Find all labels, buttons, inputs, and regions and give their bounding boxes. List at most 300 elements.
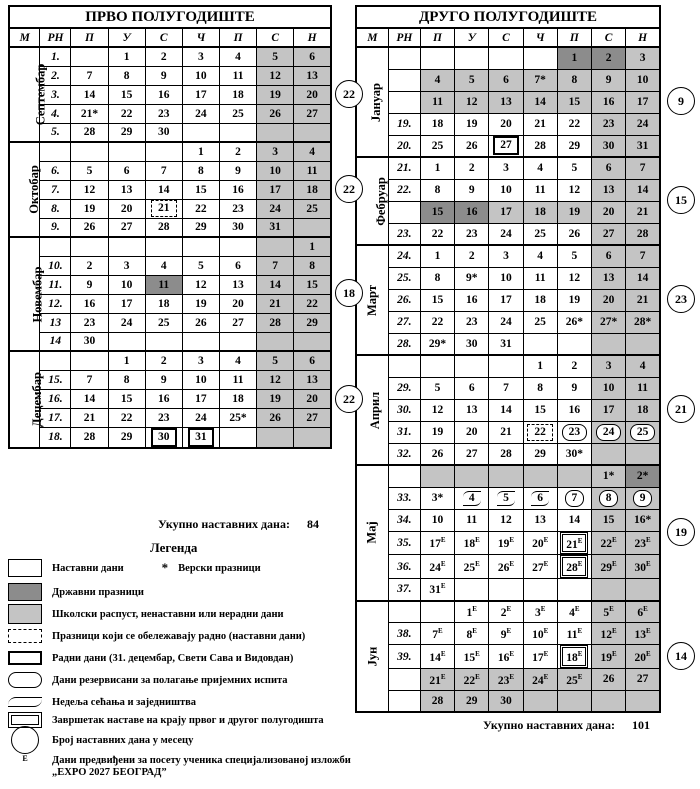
day-cell (145, 275, 182, 294)
day-number: 15 (120, 392, 133, 405)
day-cell (626, 443, 660, 465)
wave-symbol (8, 697, 42, 707)
day-number: 22 (120, 107, 133, 120)
day-cell (182, 313, 219, 332)
day-cell (523, 69, 557, 91)
day-cell (294, 256, 331, 275)
day-number: 17 (636, 96, 649, 108)
day-number: 27 (602, 227, 615, 240)
week-number (388, 668, 420, 690)
day-cell (71, 142, 108, 161)
day-cell (455, 113, 489, 135)
expo-marker: E (543, 626, 549, 635)
week-row (9, 427, 331, 448)
expo-marker: E (612, 626, 617, 635)
day-cell (420, 223, 454, 245)
legend-item (8, 606, 388, 622)
day-cell (257, 85, 294, 104)
day-cell (182, 47, 219, 66)
day-number: 21 (636, 206, 649, 218)
day-cell (489, 443, 523, 465)
day-number: 5 (603, 606, 610, 619)
day-number: 22 (463, 674, 476, 687)
day-cell (294, 47, 331, 66)
day-cell (523, 47, 557, 69)
expo-marker: E (440, 559, 446, 568)
day-cell (145, 427, 182, 448)
week-row (356, 179, 660, 201)
day-cell (182, 161, 219, 180)
month-label: Јануар (369, 82, 383, 122)
day-number: 16 (465, 206, 478, 218)
day-number: 28 (83, 126, 96, 139)
day-number: 13 (306, 69, 318, 82)
week-number: 20. (388, 135, 420, 157)
day-cell (592, 555, 626, 579)
day-cell (108, 199, 145, 218)
week-row (356, 421, 660, 443)
day-cell (108, 332, 145, 351)
day-number: 22 (600, 537, 613, 550)
expo-marker: E (509, 536, 515, 544)
day-number: 21 (636, 294, 649, 306)
day-number: 19 (568, 206, 581, 218)
day-number: 8 (571, 74, 578, 86)
day-count-circle: 22 (335, 175, 363, 203)
day-cell (71, 351, 108, 370)
day-cell (145, 104, 182, 123)
day-cell (489, 47, 523, 69)
day-cell (523, 91, 557, 113)
day-cell (455, 223, 489, 245)
day-cell (219, 180, 256, 199)
day-cell (626, 47, 660, 69)
expo-marker: E (440, 649, 446, 658)
week-row (356, 69, 660, 91)
month-name (9, 47, 48, 142)
week-number: 9. (40, 218, 71, 237)
week-number: 16. (40, 389, 71, 408)
day-number: 9 (500, 628, 507, 641)
day-cell (455, 399, 489, 421)
day-cell (420, 487, 454, 509)
week-number: 33. (388, 487, 420, 509)
day-cell (455, 135, 489, 157)
day-cell (455, 377, 489, 399)
day-header: Ч (182, 28, 219, 47)
day-number: 28 (500, 447, 512, 460)
day-number: 23 (232, 202, 244, 215)
week-number: 19. (388, 113, 420, 135)
day-cell (626, 531, 660, 555)
day-cell (489, 135, 523, 157)
legend-label: Верски празници (178, 562, 261, 574)
day-number: 18 (534, 294, 546, 306)
week-row (9, 161, 331, 180)
expo-marker: E (612, 559, 617, 568)
day-number: 18 (232, 88, 244, 101)
day-cell (523, 157, 557, 179)
day-number: 20 (602, 206, 615, 218)
day-cell (182, 104, 219, 123)
day-cell (557, 465, 591, 487)
day-number: 16 (602, 96, 615, 108)
week-number: 14 (40, 332, 71, 351)
day-cell (219, 294, 256, 313)
week-row (356, 377, 660, 399)
day-header: У (108, 28, 145, 47)
day-cell (145, 256, 182, 275)
day-number: 13 (534, 514, 546, 526)
day-cell (182, 408, 219, 427)
week-row (356, 311, 660, 333)
day-number: 10 (532, 628, 544, 641)
day-number: 20 (465, 426, 478, 438)
day-number: 9 (605, 74, 612, 86)
day-cell (219, 275, 256, 294)
day-header: М (356, 28, 388, 47)
day-cell (294, 66, 331, 85)
day-number: 17 (500, 206, 512, 218)
day-number: 21 (158, 202, 170, 214)
total-label: Укупно наставних дана: (483, 718, 615, 732)
day-number: 10 (195, 373, 207, 386)
week-row (9, 313, 331, 332)
day-cell (257, 237, 294, 256)
day-number: 3 (503, 162, 509, 175)
expo-marker: E (475, 649, 480, 658)
day-number: 2 (605, 52, 612, 65)
day-number: 18 (431, 118, 444, 130)
week-number (388, 201, 420, 223)
day-cell (108, 294, 145, 313)
day-cell (257, 142, 294, 161)
day-count-circle: 22 (335, 80, 363, 108)
expo-marker: E (543, 536, 549, 544)
day-cell (557, 487, 591, 509)
day-number: 20 (634, 651, 647, 664)
day-number: 26 (431, 447, 444, 460)
week-number: 2. (40, 66, 71, 85)
day-cell (182, 427, 219, 448)
day-number: 23 (158, 411, 170, 424)
day-number: 6 (637, 606, 644, 619)
week-row (356, 487, 660, 509)
day-cell (592, 645, 626, 669)
day-number: 20 (306, 392, 318, 405)
day-cell (145, 408, 182, 427)
legend-item (8, 650, 388, 666)
day-cell (182, 237, 219, 256)
week-number: 24. (388, 245, 420, 267)
day-header: С (592, 28, 626, 47)
day-number: 28 (158, 221, 170, 234)
legend-label: Школски распуст, ненаставни или нерадни дани (52, 608, 284, 620)
day-cell (489, 245, 523, 267)
expo-marker: E (506, 626, 512, 635)
day-cell (592, 135, 626, 157)
day-cell (626, 579, 660, 601)
day-number: 12 (465, 96, 478, 108)
day-cell (592, 399, 626, 421)
day-number: 30 (465, 337, 478, 350)
day-cell (108, 408, 145, 427)
expo-marker: E (509, 672, 515, 681)
day-cell (592, 443, 626, 465)
day-number: 13 (602, 184, 615, 196)
month-label: Септембар (33, 63, 48, 126)
day-number: 14 (429, 651, 441, 664)
religious-holiday-symbol: * (161, 560, 169, 575)
week-number: 11. (40, 275, 71, 294)
week-row (9, 47, 331, 66)
day-number: 6 (468, 382, 475, 394)
day-number: 1* (602, 470, 615, 483)
day-number: 20 (120, 202, 133, 215)
day-number: 7 (639, 250, 646, 263)
expo-marker: E (540, 604, 546, 613)
day-number: 1 (537, 360, 544, 373)
day-cell (626, 623, 660, 645)
day-cell (420, 245, 454, 267)
day-cell (455, 531, 489, 555)
week-number: 28. (388, 333, 420, 355)
day-number: 29 (600, 561, 613, 574)
day-number: 13 (602, 272, 615, 284)
day-cell (557, 289, 591, 311)
day-number: 27 (636, 673, 649, 686)
week-row (9, 218, 331, 237)
day-number: 16 (83, 297, 96, 310)
day-cell (108, 313, 145, 332)
day-number: 1 (123, 50, 130, 63)
day-cell (294, 142, 331, 161)
day-number: 23 (602, 118, 615, 130)
day-marker (596, 424, 622, 441)
day-cell (420, 623, 454, 645)
day-cell (592, 201, 626, 223)
day-cell (145, 351, 182, 370)
day-cell (145, 294, 182, 313)
day-number: 11 (466, 514, 478, 526)
day-number: 2 (160, 354, 167, 367)
day-number: 25 (534, 316, 546, 328)
day-number: 14 (568, 514, 581, 526)
week-number: 25. (388, 267, 420, 289)
day-cell (71, 85, 108, 104)
day-number: 17 (195, 392, 207, 405)
day-cell (455, 443, 489, 465)
day-number: 16 (497, 651, 510, 664)
day-count-circle: 15 (667, 186, 695, 214)
day-cell (257, 389, 294, 408)
day-cell (455, 69, 489, 91)
day-number: 30 (602, 139, 615, 152)
day-cell (294, 275, 331, 294)
day-cell (71, 275, 108, 294)
day-number: 29 (120, 431, 133, 443)
day-cell (557, 399, 591, 421)
day-cell (420, 531, 454, 555)
day-number: 24 (500, 227, 512, 240)
expo-marker: E (475, 672, 480, 681)
day-cell (557, 421, 591, 443)
day-number: 31 (636, 139, 649, 152)
week-row (356, 690, 660, 712)
day-cell (557, 113, 591, 135)
week-number: 23. (388, 223, 420, 245)
week-number (40, 237, 71, 256)
day-cell (523, 113, 557, 135)
expo-marker: E (440, 672, 446, 681)
day-number: 7 (160, 164, 167, 177)
expo-marker: E (475, 559, 480, 568)
day-number: 11 (534, 184, 546, 196)
day-number: 5 (571, 250, 578, 263)
day-number: 16 (158, 88, 170, 101)
day-cell (523, 355, 557, 377)
day-cell (455, 47, 489, 69)
second-semester-title: ДРУГО ПОЛУГОДИШТЕ (355, 5, 661, 29)
day-number: 21* (80, 107, 99, 120)
day-cell (145, 199, 182, 218)
second-semester-calendar (355, 27, 661, 713)
day-number: 14 (83, 88, 96, 101)
day-number: 14 (500, 404, 512, 416)
legend-item (8, 628, 388, 644)
day-cell (557, 69, 591, 91)
day-cell (219, 313, 256, 332)
first-semester-total (158, 517, 319, 532)
day-number: 1 (466, 606, 473, 619)
day-number: 21 (83, 411, 96, 424)
day-cell (182, 199, 219, 218)
expo-marker: E (509, 649, 515, 658)
E-symbol: E (22, 754, 28, 763)
day-cell (455, 487, 489, 509)
expo-marker: E (577, 672, 583, 681)
day-number: 4 (160, 259, 167, 272)
day-number: 27 (232, 316, 244, 329)
day-cell (257, 427, 294, 448)
day-cell (145, 370, 182, 389)
day-number: 19 (195, 297, 207, 310)
day-number: 10 (636, 74, 649, 86)
day-number: 1 (198, 145, 204, 158)
week-number: 5. (40, 123, 71, 142)
day-number: 22 (120, 411, 133, 424)
week-row (356, 579, 660, 601)
day-number: 14 (636, 184, 649, 196)
day-number: 2 (468, 250, 475, 263)
day-cell (145, 123, 182, 142)
day-cell (108, 256, 145, 275)
day-cell (592, 487, 626, 509)
day-cell (145, 47, 182, 66)
day-number: 17 (532, 651, 544, 664)
day-number: 18 (158, 297, 170, 310)
expo-marker: E (646, 649, 651, 658)
day-number: 15 (568, 96, 581, 108)
day-number: 9 (160, 373, 167, 386)
day-number: 14 (269, 278, 281, 291)
day-cell (257, 370, 294, 389)
day-cell (557, 245, 591, 267)
day-number: 31 (195, 430, 207, 443)
day-cell (294, 199, 331, 218)
day-number: 16 (568, 404, 581, 416)
day-cell (557, 601, 591, 623)
day-number: 10 (500, 272, 512, 284)
day-cell (455, 289, 489, 311)
day-cell (420, 157, 454, 179)
day-cell (108, 218, 145, 237)
day-number: 6 (503, 74, 509, 86)
expo-marker: E (543, 649, 549, 658)
day-cell (219, 389, 256, 408)
second-semester-total (483, 718, 650, 733)
day-number: 30 (232, 221, 244, 234)
day-cell (145, 66, 182, 85)
day-header: П (420, 28, 454, 47)
day-number: 17 (195, 88, 207, 101)
day-cell (420, 355, 454, 377)
day-marker (599, 490, 619, 507)
day-number: 29 (120, 126, 133, 139)
day-number: 10 (500, 184, 512, 196)
day-number: 19 (497, 537, 510, 550)
day-cell (71, 237, 108, 256)
day-number: 4 (537, 162, 544, 175)
day-number: 20 (602, 294, 615, 306)
day-cell (626, 311, 660, 333)
week-row (356, 668, 660, 690)
day-cell (557, 91, 591, 113)
day-cell (420, 135, 454, 157)
week-number: 1. (40, 47, 71, 66)
expo-marker: E (438, 626, 443, 635)
day-cell (455, 668, 489, 690)
day-cell (557, 509, 591, 531)
day-cell (557, 668, 591, 690)
day-number: 1 (571, 52, 578, 65)
week-row (356, 223, 660, 245)
week-row (356, 645, 660, 669)
day-number: 16 (465, 294, 478, 306)
week-row (9, 66, 331, 85)
day-marker (565, 490, 585, 507)
day-cell (523, 668, 557, 690)
day-number: 2 (86, 259, 93, 272)
day-marker (493, 136, 519, 155)
day-cell (557, 645, 591, 669)
day-number: 13 (500, 96, 512, 108)
day-number: 13 (634, 628, 647, 641)
day-cell (182, 370, 219, 389)
day-number: 26 (83, 221, 96, 234)
day-cell (108, 275, 145, 294)
day-marker (527, 424, 553, 441)
day-number: 7 (86, 373, 93, 386)
day-cell (108, 351, 145, 370)
day-cell (489, 579, 523, 601)
day-cell (420, 267, 454, 289)
day-cell (219, 199, 256, 218)
day-number: 24 (195, 411, 207, 424)
day-number: 18 (232, 392, 244, 405)
day-number: 6 (605, 162, 612, 175)
day-number: 12 (269, 69, 281, 82)
